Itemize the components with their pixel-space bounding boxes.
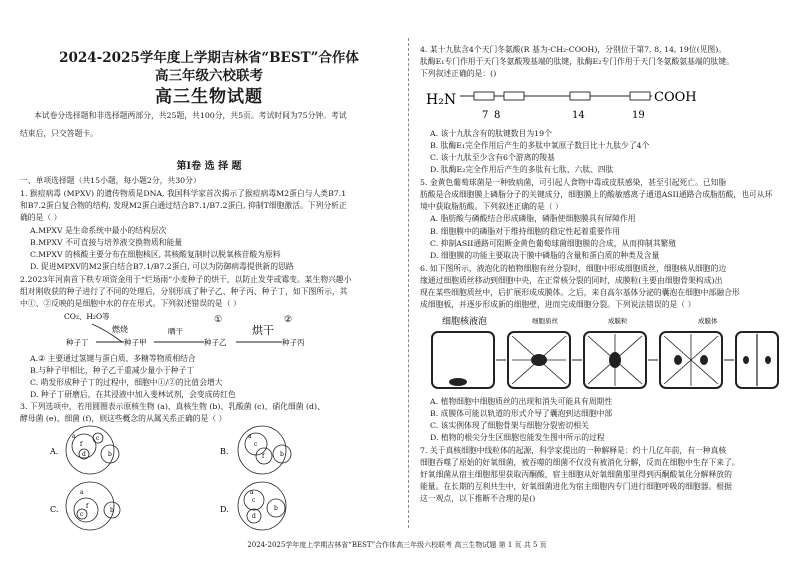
question-text-line: 确的是（ ）	[20, 213, 62, 222]
question-text-line: 肽酶E₁专门作用于天门冬氨酸羧基端的肽键，肽酶E₂专门作用于天门冬氨酸氨基端的肽键。	[420, 57, 734, 66]
venn-letter: c	[80, 511, 84, 518]
burn-label: 燃烧	[112, 325, 128, 334]
cell-label-strands: 细胞质丝	[532, 317, 558, 325]
venn-letter: b	[280, 451, 284, 458]
venn-letter: c	[96, 435, 100, 442]
question-text-line: 这一观点，以下推断不合理的是()	[420, 494, 536, 503]
question-text-line: 7. 关于真核细胞中线粒体的起源，科学家提出的一种解释是：约十几亿年前，有一种真核	[420, 446, 727, 455]
bake-label: 烘干	[252, 324, 274, 337]
circle2-label: ②	[284, 315, 293, 325]
venn-letter: b	[110, 507, 114, 514]
question-text-line: 中①、②反映的是细胞中水的存在形式。下列叙述错误的是（ ）	[20, 299, 241, 308]
venn-circle	[238, 426, 286, 474]
cell-nucleus	[674, 355, 682, 365]
question-text-line: 下列叙述正确的是：()	[420, 69, 497, 78]
question-text-line: 一、单项选择题（共15小题，每小题2分，共30分）	[20, 176, 201, 185]
venn-letter: c	[252, 497, 256, 504]
option-line: C. 该实例体现了细胞骨架与细胞分裂密切相关	[430, 421, 589, 430]
exam-title-main: 高三生物试题	[155, 87, 263, 107]
question-text-line: 境中获取脂肪酸。下列叙述正确的是（ ）	[420, 202, 563, 211]
option-line: C. 该十九肽至少含有6个游离的羧基	[430, 153, 555, 162]
co2-label: CO₂、H₂O等	[64, 312, 110, 321]
venn-letter: f	[262, 453, 265, 460]
option-line: A. 脂肪酸与磷酸结合形成磷脂，磷脂使细胞膜具有屏障作用	[430, 214, 636, 223]
option-line: B. 成膜体可能以轨道的形式介导了囊泡到达细胞中部	[430, 409, 613, 418]
peptide-residue	[570, 92, 590, 100]
venn-letter: f	[80, 441, 83, 448]
seed-yi-label: 种子乙	[204, 338, 227, 347]
intro-line-1: 本试卷分选择题和非选择题两部分，共25题，共100分，共5页。考试时间为75分钟。考试	[34, 111, 347, 120]
option-line: D. 促进MPXV的M2蛋白结合B7.1/B7.2蛋白, 可以为防御病毒提供新的思路	[30, 262, 294, 271]
venn-letter: c	[254, 441, 258, 448]
question-text-line: 肪酸是合成细胞膜上磷脂分子的关键成分，细胞膜上的酸敏感离子通道ASII通路合成脂肪酸，也可从环	[420, 190, 773, 199]
cell-nucleus	[449, 378, 467, 386]
question-text-line: 能量。在长期的互利共生中，好氧细菌进化为宿主细胞内专门进行细胞呼吸的细胞器。根据	[420, 482, 732, 491]
column-divider	[408, 38, 409, 528]
dry-label: 晒干	[168, 327, 183, 336]
option-line: B. 肽酶E₁完全作用后产生的多肽中氧原子数目比十九肽少了4个	[430, 141, 650, 150]
option-line: A. 该十九肽含有的肽键数目为19个	[430, 129, 552, 138]
question-text-line: 缘通过细胞质丝移动到细胞中央，在正常核分裂的同时，成膜粒(主要由细胞骨架构成)出	[420, 276, 723, 285]
option-line: A.② 主要通过氢键与蛋白质、多糖等物质相结合	[30, 354, 196, 363]
seed-bing-label: 种子丙	[282, 338, 305, 347]
circle1-label: ①	[214, 315, 223, 325]
cell-nucleus	[609, 352, 621, 368]
residue-position: 7	[482, 110, 489, 121]
venn-option-c-label: C.	[50, 505, 59, 514]
residue-position: 14	[572, 110, 585, 121]
peptide-n-terminus: H₂N	[426, 92, 457, 108]
question-text-line: 2.2023年河南首下秩专项资金用于“烂场雨”小麦种子的烘干，以防止发芽或霉变。某生物兴趣小	[20, 275, 352, 284]
venn-letter: d	[252, 513, 256, 520]
peptide-residue	[474, 92, 494, 100]
venn-options	[50, 424, 390, 534]
venn-letter: a	[80, 489, 84, 496]
question-text-line: 好氧细菌从宿主细胞那里获取丙酮酸，宿主细胞从好氧细菌那里得到丙酮酸氧化分解释放的	[420, 470, 732, 479]
option-line: C. 抑制ASII通路可阻断金黄色葡萄球菌细胞膜的合成，从而抑制其繁殖	[430, 239, 677, 248]
question-text-line: 组对刚收获的种子进行了不同的处理后，分别形成了种子乙、种子丙、种子丁，如下图所示，其	[20, 287, 348, 296]
question-text-line: 5. 金黄色葡萄球菌是一种致病菌，可引起人食物中毒或皮肤感染，甚至引起死亡。已知脂	[420, 178, 727, 187]
seed-jia-label: 种子甲	[124, 338, 147, 347]
peptide-residue	[630, 92, 650, 100]
seed-ding-label: 种子丁	[66, 338, 89, 347]
residue-position: 8	[494, 110, 501, 121]
cell-nucleus	[743, 356, 749, 364]
venn-letter: b	[108, 451, 112, 458]
peptide-diagram	[426, 84, 756, 124]
option-line: C.MPXV 的核酸主要分布在细胞核区, 其核酸复制时以脱氧核苷酸为原料	[30, 250, 281, 259]
section-heading: 第Ⅰ卷 选 择 题	[176, 161, 242, 172]
option-line: B.与种子甲相比，种子乙干重减少量小于种子丁	[30, 366, 195, 375]
residue-position: 19	[632, 110, 645, 121]
option-line: B.MPXV 不可直接与培养液交换物质和能量	[30, 238, 183, 247]
venn-letter: b	[274, 505, 278, 512]
question-text-line: 4. 某十九肽含4个天门冬氨酸(R 基为-CH₂-COOH)，分别位于第7, 8, 14, 19位(见图)。	[420, 45, 727, 54]
question-text-line: 细胞吞噬了原始的好氧细菌，被吞噬的细菌不仅没有被消化分解，反而在细胞中生存下来了。	[420, 458, 740, 467]
venn-circle	[74, 498, 98, 522]
option-line: D. 植物的根尖分生区细胞也能发生图中所示的过程	[430, 433, 605, 442]
venn-letter: a	[248, 433, 252, 440]
question-text-line: 和B7.2蛋白复合物的结构, 发现M2蛋白通过结合B7.1/B7.2蛋白, 抑制T细胞激活。下列分析正	[20, 201, 347, 210]
question-text-line: 6. 如下图所示，液泡化的植物细胞有丝分裂时，细胞中形成细胞质丝，细胞核从细胞的边	[420, 264, 727, 273]
question-text-line: 3. 下列选项中，若用圆圈表示原核生物 (a)、真核生物 (b)、乳酸菌 (c)、硝化细菌 (d)、	[20, 402, 325, 411]
cell-label-phragmoplast-granules: 成膜粒	[608, 317, 628, 325]
option-line: C. 萌发形成种子丁的过程中，细胞中①/②的比值会增大	[30, 378, 223, 387]
question-text-line: 1. 猴痘病毒 (MPXV) 的遗传物质是DNA, 我国科学家首次揭示了猴痘病毒M2蛋白与人类B7.1	[20, 189, 347, 198]
question-text-line: 现在某些细胞质丝中，后扩展形成成膜体。之后，来自高尔基体分泌的囊泡在细胞中部融合形	[420, 288, 740, 297]
venn-option-a-label: A.	[50, 447, 59, 456]
venn-circle	[66, 482, 114, 530]
option-line: B. 细胞膜中的磷脂对于维持细胞的稳定性起着重要作用	[430, 227, 621, 236]
cell-nucleus	[700, 355, 708, 365]
option-line: D. 肽酶E₂完全作用后产生的多肽有七肽、六肽、四肽	[430, 165, 614, 174]
venn-letter: d	[82, 451, 86, 458]
seed-diagram	[56, 308, 356, 354]
venn-option-b-label: B.	[220, 447, 229, 456]
cell-nucleus	[765, 356, 771, 364]
peptide-residue	[504, 92, 524, 100]
exam-title-line2: 高三年级六校联考	[155, 68, 263, 84]
question-text-line: 成细胞板，并逐步形成新的细胞壁，进而完成细胞分裂。下列说法错误的是（ ）	[420, 300, 696, 309]
option-line: D. 细胞膜的功能主要取决于膜中磷脂的含量和蛋白质的种类及含量	[430, 251, 660, 260]
option-line: D. 种子丁研磨后，在其浸液中加入斐林试剂，会变成砖红色	[30, 390, 236, 399]
option-line: A. 植物细胞中细胞质丝的出现和消失可能具有周期性	[430, 397, 613, 406]
intro-line-2: 结束后，只交答题卡。	[20, 129, 98, 138]
venn-option-d-label: D.	[220, 505, 229, 514]
cell-label-vacuole: 细胞核液泡	[442, 317, 488, 327]
cell-label-phragmoplast: 成膜体	[698, 317, 718, 325]
question-text-line: 酵母菌 (e)、细菌 (f)，则这些概念的从属关系正确的是（ ）	[20, 414, 227, 423]
exam-title-line1: 2024-2025学年度上学期吉林省“BEST”合作体	[59, 50, 359, 66]
peptide-c-terminus: COOH	[654, 90, 697, 105]
venn-letter: f	[86, 503, 89, 510]
option-line: A.MPXV 是生命系统中最小的结构层次	[30, 226, 167, 235]
page-footer: 2024-2025学年度上学期吉林省“BEST”合作体高三年级六校联考 高三生物试题 第 1 页 共 5 页	[247, 541, 547, 549]
venn-letter: a	[250, 489, 254, 496]
cell-nucleus	[531, 354, 547, 366]
cell-division-diagram	[420, 312, 782, 394]
venn-letter: a	[72, 433, 76, 440]
